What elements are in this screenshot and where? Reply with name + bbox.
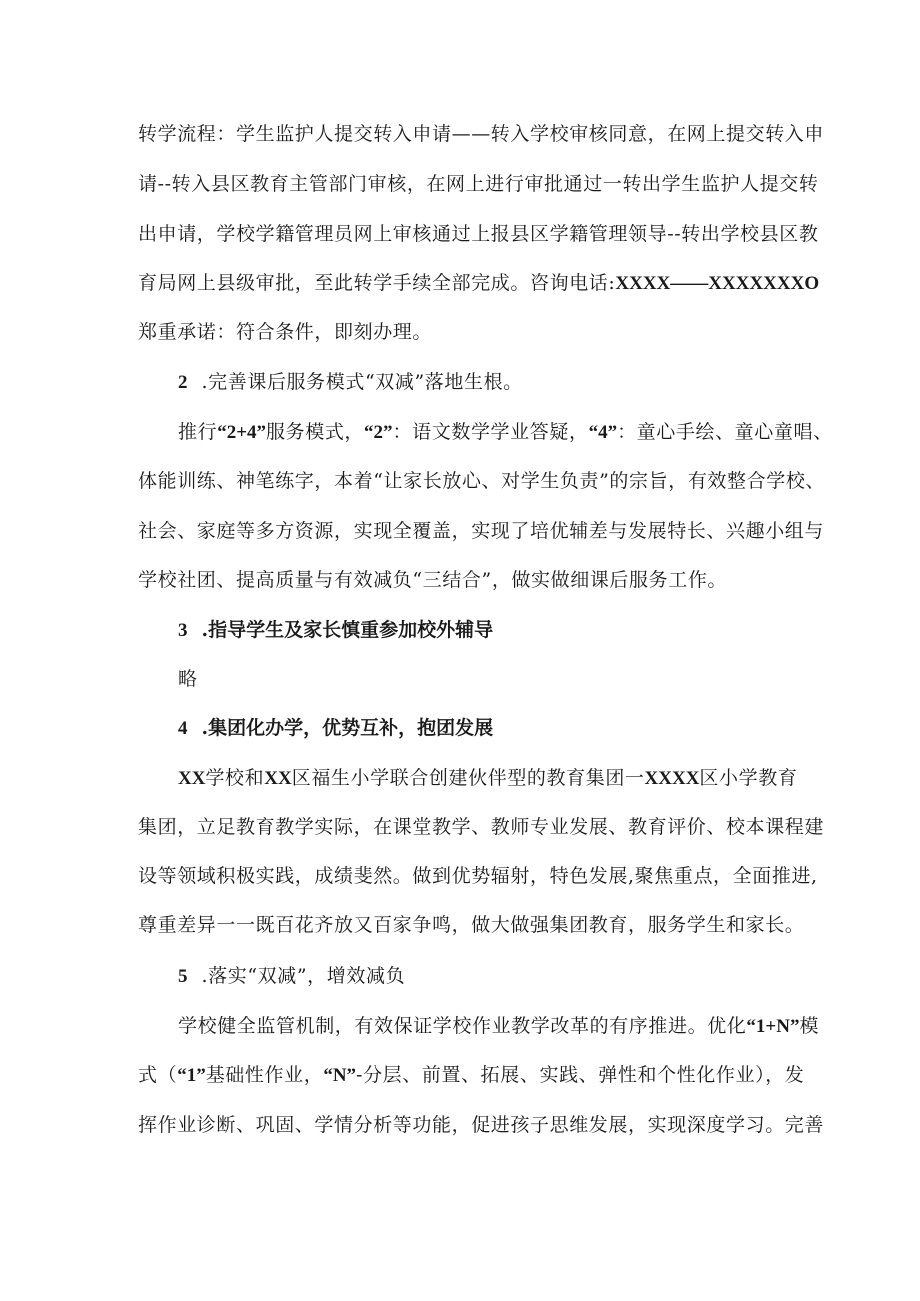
section-number: 5 [178,966,188,987]
text-run: 区小学教育 [699,767,798,789]
section-heading-4 [178,716,493,741]
section-number: 2 [178,372,188,393]
section-title: .落实“双减”，增效减负 [201,965,406,987]
text-run: -分层、前置、拓展、实践、弹性和个性化作业），发 [356,1064,805,1086]
section-heading-5 [178,964,405,989]
phone-number: XXXX——XXXXXXXO [615,273,820,294]
text-run: 推行 [178,421,218,443]
text-line: 设等领域积极实践，成绩斐然。做到优势辐射，特色发展,聚焦重点，全面推进, [138,865,818,887]
text-run-bold: “N” [323,1065,357,1086]
text-line: 学校社团、提高质量与有效减负“三结合”，做实做细课后服务工作。 [138,569,728,591]
text-run: ：童心手绘、童心童唱、 [617,421,833,443]
text-line [138,271,819,296]
text-run-bold: “2+4” [217,422,267,443]
text-run: 模 [799,1015,820,1037]
section-heading-2 [178,370,523,395]
text-run: ：语文数学学业答疑， [392,421,589,443]
text-line: 出申请，学校学籍管理员网上审核通过上报县区学籍管理领导--转出学校县区教 [138,223,819,245]
section-heading-3 [178,618,493,643]
text-run-bold: XX [178,768,206,789]
text-run: 基础性作业， [205,1064,324,1086]
section-title: .集团化办学，优势互补，抱团发展 [201,717,494,739]
text-run-bold: XXXX [644,768,700,789]
section-number: 4 [178,718,188,739]
text-line: 尊重差异一一既百花齐放又百家争鸣，做大做强集团教育，服务学生和家长。 [138,914,805,936]
section-number: 3 [178,620,188,641]
text-run: 式（ [138,1064,178,1086]
text-run: 服务模式， [266,421,365,443]
text-run-bold: “1+N” [746,1016,800,1037]
text-line [138,1063,804,1088]
text-run: 区福生小学联合创建伙伴型的教育集团一 [291,767,645,789]
text-line: 体能训练、神笔练字，本着“让家长放心、对学生负责”的宗旨，有效整合学校、 [138,470,826,492]
text-line: 集团，立足教育教学实际，在课堂教学、教师专业发展、教育评价、校本课程建 [138,816,825,838]
text-line: 转学流程：学生监护人提交转入申请——转入学校审核同意，在网上提交转入申 [138,123,825,145]
section-title: .指导学生及家长慎重参加校外辅导 [201,619,494,641]
text-line [178,766,797,791]
text-line [178,420,833,445]
text-run-bold: “4” [588,422,618,443]
text-run: 学校和 [205,767,265,789]
text-run-bold: “2” [364,422,393,443]
text-line: 社会、家庭等多方资源，实现全覆盖，实现了培优辅差与发展特长、兴趣小组与 [138,520,825,542]
text-run: 学校健全监管机制，有效保证学校作业教学改革的有序推进。优化 [178,1015,747,1037]
text-line [178,1014,819,1039]
text-line: 郑重承诺：符合条件，即刻办理。 [138,321,433,343]
text-run: 育局网上县级审批，至此转学手续全部完成。咨询电话: [138,272,616,294]
text-line: 挥作业诊断、巩固、学情分析等功能，促进孩子思维发展，实现深度学习。完善 [138,1114,825,1136]
text-run-bold: XX [264,768,292,789]
text-line: 请--转入县区教育主管部门审核，在网上进行审批通过一转出学生监护人提交转 [138,173,819,195]
text-line: 略 [178,668,198,690]
section-title: .完善课后服务模式“双减”落地生根。 [201,371,523,393]
text-run-bold: “1” [177,1065,206,1086]
